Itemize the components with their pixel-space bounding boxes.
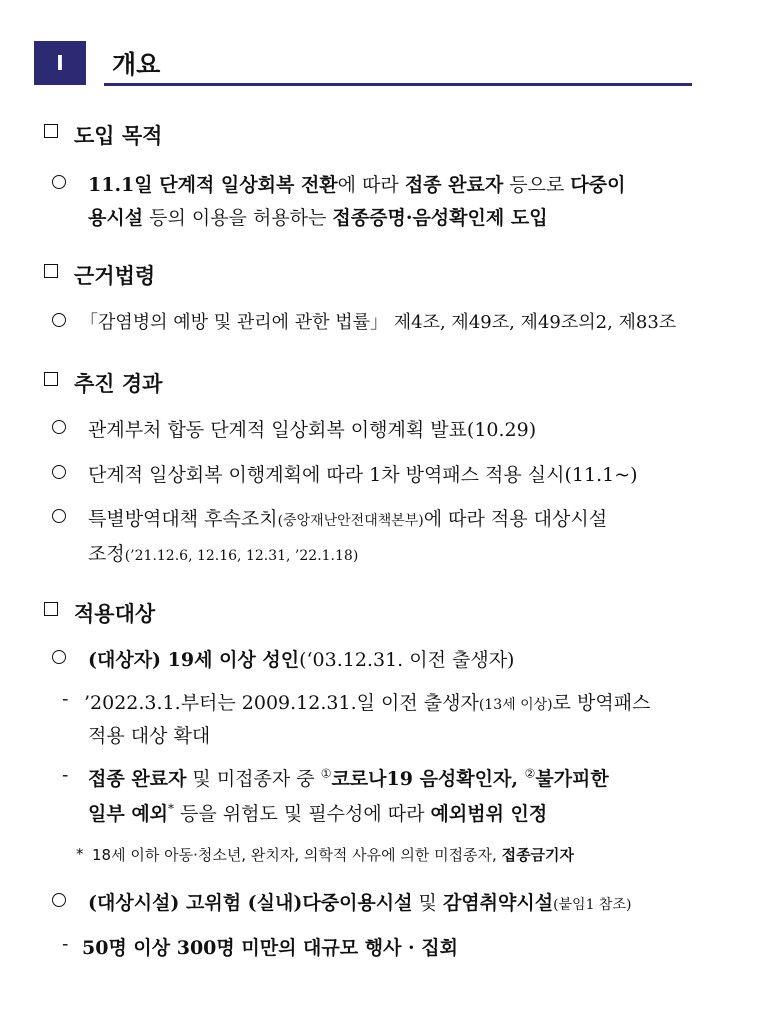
section-underline (104, 83, 692, 86)
target-people-item: (대상자) 19세 이상 성인(‘03.12.31. 이전 출생자) (0, 645, 760, 671)
target-people-sub1-line2: 적용 대상 확대 (88, 725, 211, 747)
progress-item-3-line2: 조정(’21.12.6, 12.16, 12.31, ’22.1.18) (88, 543, 359, 565)
square-bullet-icon (44, 264, 58, 278)
target-people-sub2-line1: - 접종 완료자 및 미접종자 중 ①코로나19 음성확인자, ②불가피한 (62, 764, 609, 790)
circle-bullet-icon (52, 893, 66, 907)
target-facilities-item: (대상시설) 고위험 (실내)다중이용시설 및 감염취약시설(붙임1 참조) (0, 888, 760, 914)
heading-purpose: 도입 목적 (0, 120, 760, 148)
purpose-item-line2: 용시설 등의 이용을 허용하는 접종증명·음성확인제 도입 (88, 207, 548, 229)
circle-bullet-icon (52, 313, 66, 327)
circle-bullet-icon (52, 420, 66, 434)
circle-bullet-icon (52, 175, 66, 189)
section-number-badge: I (34, 41, 86, 85)
heading-legal-basis: 근거법령 (0, 260, 760, 288)
circle-bullet-icon (52, 465, 66, 479)
square-bullet-icon (44, 602, 58, 616)
progress-item-3-line1: 특별방역대책 후속조치(중앙재난안전대책본부)에 따라 적용 대상시설 (0, 504, 760, 530)
square-bullet-icon (44, 372, 58, 386)
legal-basis-item: 「감염병의 예방 및 관리에 관한 법률」 제4조, 제49조, 제49조의2, 제83조 (0, 308, 760, 334)
target-people-sub2-line2: 일부 예외* 등을 위험도 및 필수성에 따라 예외범위 인정 (88, 801, 548, 825)
heading-progress: 추진 경과 (0, 368, 760, 396)
heading-target: 적용대상 (0, 598, 760, 626)
section-title: 개요 (112, 50, 161, 79)
progress-item-1: 관계부처 합동 단계적 일상회복 이행계획 발표(10.29) (0, 415, 760, 441)
exception-footnote: * 18세 이하 아동·청소년, 완치자, 의학적 사유에 의한 미접종자, 접종금기자 (76, 845, 575, 864)
purpose-item-line1: 11.1일 단계적 일상회복 전환에 따라 접종 완료자 등으로 다중이 (0, 170, 760, 196)
progress-item-2: 단계적 일상회복 이행계획에 따라 1차 방역패스 적용 실시(11.1~) (0, 460, 760, 486)
target-people-sub1-line1: - ’2022.3.1.부터는 2009.12.31.일 이전 출생자(13세 이상)로 방역패스 (62, 688, 651, 714)
circle-bullet-icon (52, 650, 66, 664)
circle-bullet-icon (52, 509, 66, 523)
section-header (34, 41, 694, 87)
target-events-sub: - 50명 이상 300명 미만의 대규모 행사 · 집회 (62, 933, 458, 959)
square-bullet-icon (44, 124, 58, 138)
